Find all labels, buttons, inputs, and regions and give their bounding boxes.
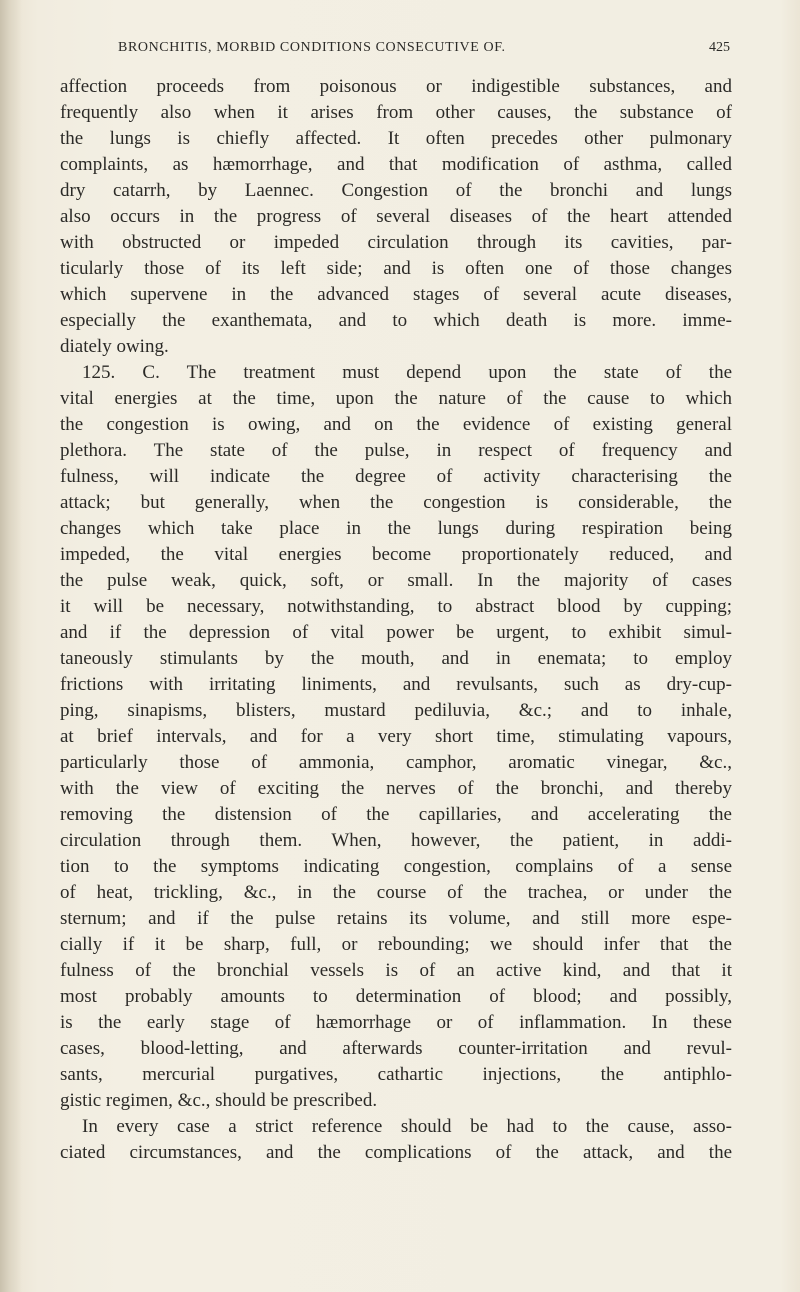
text-line: plethora. The state of the pulse, in respect of frequency and bbox=[60, 440, 732, 461]
text-line: frictions with irritating liniments, and revulsants, such as dry-cup- bbox=[60, 674, 732, 695]
text-line: sants, mercurial purgatives, cathartic injections, the antiphlo- bbox=[60, 1064, 732, 1085]
gutter-shadow bbox=[0, 0, 22, 1292]
text-line: ticularly those of its left side; and is often one of those changes bbox=[60, 258, 732, 279]
text-line: cially if it be sharp, full, or rebounding; we should infer that the bbox=[60, 934, 732, 955]
text-line: fulness, will indicate the degree of activity characterising the bbox=[60, 466, 732, 487]
text-line: frequently also when it arises from other causes, the substance of bbox=[60, 102, 732, 123]
text-line: vital energies at the time, upon the nature of the cause to which bbox=[60, 388, 732, 409]
paragraph-start-line: In every case a strict reference should be had to the cause, asso- bbox=[82, 1116, 732, 1137]
text-line: attack; but generally, when the congestion is considerable, the bbox=[60, 492, 732, 513]
text-line: of heat, trickling, &c., in the course of the trachea, or under the bbox=[60, 882, 732, 903]
text-line: especially the exanthemata, and to which death is more. imme- bbox=[60, 310, 732, 331]
text-line: the congestion is owing, and on the evidence of existing general bbox=[60, 414, 732, 435]
text-line: at brief intervals, and for a very short time, stimulating vapours, bbox=[60, 726, 732, 747]
paragraph-start-line: 125. C. The treatment must depend upon the state of the bbox=[82, 362, 732, 383]
text-line: which supervene in the advanced stages of several acute diseases, bbox=[60, 284, 732, 305]
text-line: it will be necessary, notwithstanding, to abstract blood by cupping; bbox=[60, 596, 732, 617]
text-line: gistic regimen, &c., should be prescribed. bbox=[60, 1090, 378, 1111]
text-line: is the early stage of hæmorrhage or of inflammation. In these bbox=[60, 1012, 732, 1033]
text-line: particularly those of ammonia, camphor, aromatic vinegar, &c., bbox=[60, 752, 732, 773]
body-text bbox=[60, 74, 732, 1166]
text-line: ciated circumstances, and the complications of the attack, and the bbox=[60, 1142, 732, 1163]
text-line: impeded, the vital energies become proportionately reduced, and bbox=[60, 544, 732, 565]
text-line: also occurs in the progress of several diseases of the heart attended bbox=[60, 206, 732, 227]
text-line: dry catarrh, by Laennec. Congestion of the bronchi and lungs bbox=[60, 180, 732, 201]
text-line: circulation through them. When, however, the patient, in addi- bbox=[60, 830, 732, 851]
text-line: ping, sinapisms, blisters, mustard pediluvia, &c.; and to inhale, bbox=[60, 700, 732, 721]
text-line: complaints, as hæmorrhage, and that modification of asthma, called bbox=[60, 154, 732, 175]
text-line: most probably amounts to determination of blood; and possibly, bbox=[60, 986, 732, 1007]
text-line: fulness of the bronchial vessels is of an active kind, and that it bbox=[60, 960, 732, 981]
text-line: cases, blood-letting, and afterwards counter-irritation and revul- bbox=[60, 1038, 732, 1059]
text-line: changes which take place in the lungs during respiration being bbox=[60, 518, 732, 539]
text-line: with the view of exciting the nerves of the bronchi, and thereby bbox=[60, 778, 732, 799]
text-line: with obstructed or impeded circulation through its cavities, par- bbox=[60, 232, 732, 253]
text-line: removing the distension of the capillaries, and accelerating the bbox=[60, 804, 732, 825]
text-line: and if the depression of vital power be urgent, to exhibit simul- bbox=[60, 622, 732, 643]
text-line: taneously stimulants by the mouth, and in enemata; to employ bbox=[60, 648, 732, 669]
text-line: sternum; and if the pulse retains its volume, and still more espe- bbox=[60, 908, 732, 929]
running-head bbox=[118, 40, 730, 64]
text-line: the lungs is chiefly affected. It often precedes other pulmonary bbox=[60, 128, 732, 149]
text-line: diately owing. bbox=[60, 336, 169, 357]
text-line: affection proceeds from poisonous or indigestible substances, and bbox=[60, 76, 732, 97]
text-line: the pulse weak, quick, soft, or small. In the majority of cases bbox=[60, 570, 732, 591]
page-number: 425 bbox=[709, 40, 730, 55]
text-line: tion to the symptoms indicating congestion, complains of a sense bbox=[60, 856, 732, 877]
running-title: BRONCHITIS, MORBID CONDITIONS CONSECUTIVE OF. bbox=[118, 40, 506, 55]
